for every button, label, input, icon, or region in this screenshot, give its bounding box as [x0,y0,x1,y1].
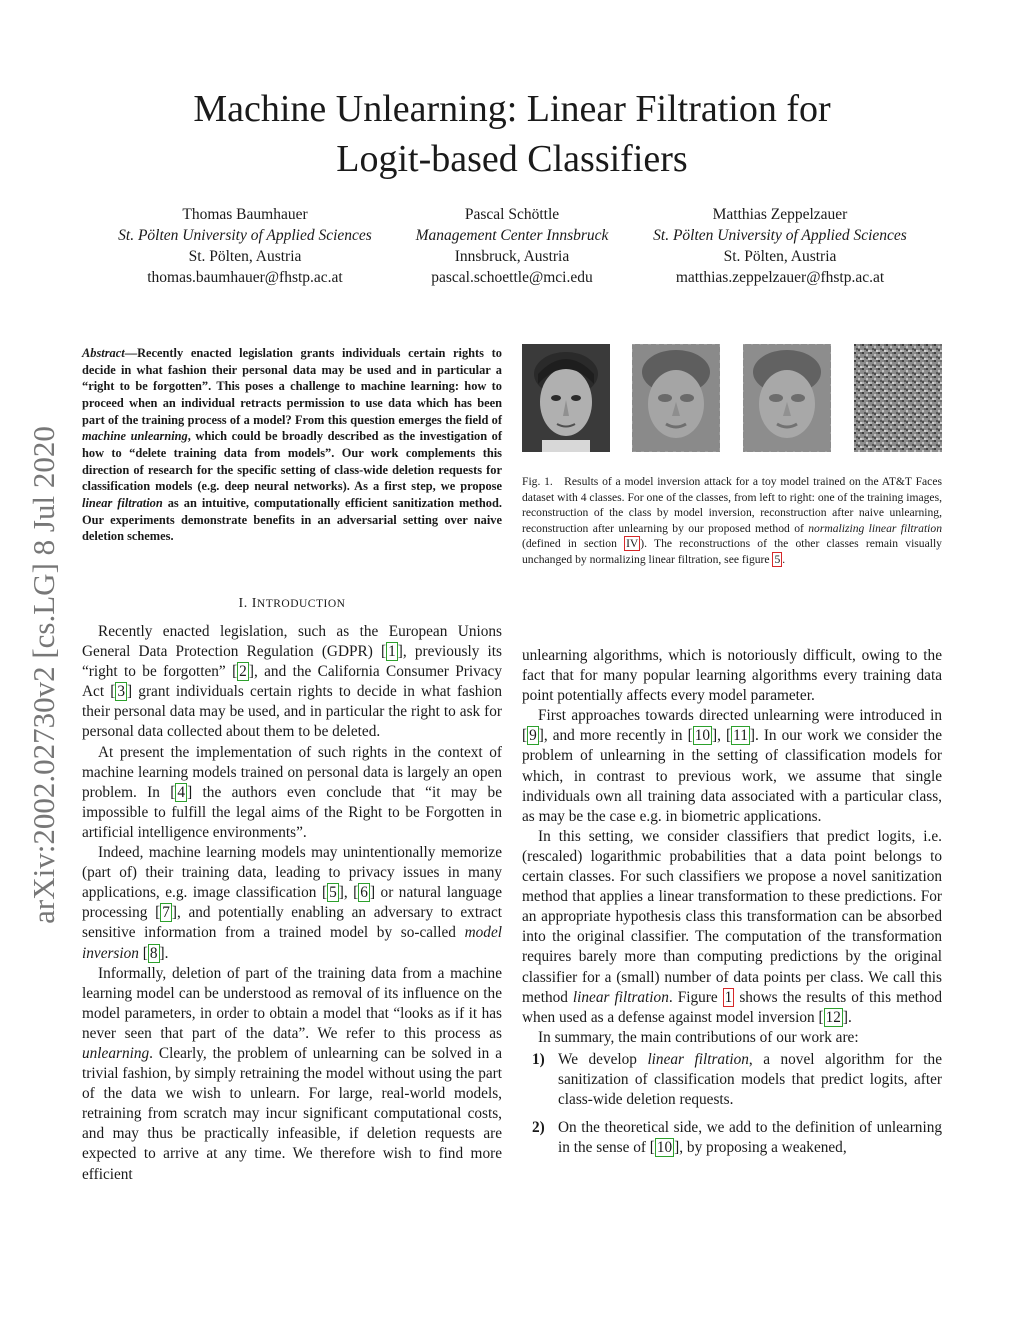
abstract-text: , which could be broadly described as the investigation of how to “delete training data from models”. Our work complements this direction of research for the specific setting of class-wide deletion requests for classification models (e.g. deep neural networks). As a first step, we propose [82,429,502,494]
author-name: Matthias Zeppelzauer [712,206,848,223]
abstract-text: —Recently enacted legislation grants individuals certain rights to decide in what fashion their personal data may be used and in particular a “right to be forgotten”. This poses a challenge to machine learning: how to proceed when an individual retracts permission to use data which has been part of the training process of a model? From this question emerges the field of [82,346,502,427]
paragraph: In this setting, we consider classifiers that predict logits, i.e. (rescaled) logarithmic probabilities that a data point belongs to certain classes. For such classifiers we propose a novel sanitization method that applies a linear transformation to these predictions. For an appropriate hypothesis class this transformation can be absorbed into the original classifier. The computation of the transformation requires barely more than computing predictions by the original classifier for a (small) number of data points per class. We call this method linear filtration. Figure 1 shows the results of this method when used as a defense against model inversion [ 12 ]. [522,827,942,1026]
author-location: Innsbruck, Austria [454,248,570,265]
figure-1-caption: Fig. 1. Results of a model inversion attack for a toy model trained on the AT&T Faces dataset with 4 classes. For one of the classes, from left to right: one of the training images, reconstruction of the class by model inversion, reconstruction after naive unlearning, reconstruction after unlearning by our proposed method of normalizing linear filtration (defined in section IV ). The reconstructions of the other classes remain visually unchanged by normalizing linear filtration, see figure 5 . [522,475,942,566]
contribution-item-2: 2) On the theoretical side, we add to the definition of unlearning in the sense of [ 10 ], by proposing a weakened, [532,1119,942,1157]
author-block-3 [615,204,945,288]
citation-link[interactable]: 7 [162,904,170,922]
section-link[interactable]: IV [626,537,639,550]
paragraph: Indeed, machine learning models may unintentionally memorize (part of) their training data, leading to privacy issues in many applications, e.g. image classification [ 5 ], [ 6 ] or natural language processing [ 7 ], and potentially enabling an adversary to extract sensitive information from a trained model by so-called model inversion [ 8 ]. [82,844,503,962]
section-heading-introduction [82,596,502,612]
paper-title [0,84,1024,184]
list-number: 1) [532,1050,545,1068]
citation-link[interactable]: 5 [329,884,337,902]
figure-link[interactable]: 1 [724,988,733,1006]
author-affiliation: St. Pölten University of Applied Sciences [118,227,372,244]
left-column-body [82,622,502,1185]
face-training-image [522,344,610,452]
face-inversion-reconstruction [632,344,720,452]
citation-link[interactable]: 10 [694,727,711,745]
paragraph: unlearning algorithms, which is notoriously difficult, owing to the fact that for many popular learning algorithms every training data point potentially affects every model parameter. [522,647,942,705]
right-column-body [522,646,942,1158]
arxiv-stamp [24,385,64,965]
abstract-emphasis: machine unlearning [82,429,188,444]
citation-link[interactable]: 1 [388,643,396,661]
author-location: St. Pölten, Austria [188,248,302,265]
paragraph: At present the implementation of such rights in the context of machine learning models trained on personal data is largely an open problem. In [ 4 ] the authors even conclude that “it may be impossible to fulfill the legal aims of the Right to be Forgotten in artificial intelligence environments”. [82,743,502,841]
abstract-label: Abstract [82,346,125,360]
citation-link[interactable]: 4 [177,783,186,801]
figure-link[interactable]: 5 [774,552,781,566]
citation-link[interactable]: 6 [360,884,368,902]
author-email[interactable]: matthias.zeppelzauer@fhstp.ac.at [675,269,885,286]
paragraph: In summary, the main contributions of our work are: [538,1028,859,1046]
paragraph: Informally, deletion of part of the training data from a machine learning model can be understood as removal of its influence on the model parameters, in order to obtain a model that “looks as if it has never seen that part of the data”. We refer to this process as unlearning. Clearly, the problem of unlearning can be solved in a trivial fashion, by simply retraining the model without using the part of the data we wish to unlearn. For large, real-world models, retraining from scratch may incur significant computational costs, and may thus be practically infeasible, if deletion requests are expected to arrive at any time. We therefore wish to find more efficient [82,964,502,1183]
title-line-1: Machine Unlearning: Linear Filtration for [193,88,831,130]
title-line-2: Logit-based Classifiers [336,138,688,180]
citation-link[interactable]: 12 [825,1008,841,1026]
list-number: 2) [532,1119,545,1137]
author-affiliation: Management Center Innsbruck [415,227,609,244]
figure-label: Fig. 1. [522,475,553,488]
author-name: Pascal Schöttle [464,206,560,223]
author-location: St. Pölten, Austria [723,248,837,265]
citation-link[interactable]: 3 [117,683,126,701]
face-linear-filtration-reconstruction [854,344,942,452]
citation-link[interactable]: 11 [733,727,748,745]
citation-link[interactable]: 8 [149,944,158,962]
paragraph: First approaches towards directed unlearning were introduced in [ 9 ], and more recently in [ 10 ], [ 11 ]. In our work we consider the problem of unlearning in the setting of classification models for which, in contrast to previous work, we assume that single individuals own all training data associated with a particular class, as may be the case e.g. in biometric applications. [522,707,942,825]
citation-link[interactable]: 9 [529,727,537,745]
abstract-text: as an intuitive, computationally efficient sanitization method. Our experiments demonstrate benefits in an adversarial setting over naive deletion schemes. [82,495,502,544]
section-title-rest: NTRODUCTION [256,598,346,610]
figure-1-images [522,344,942,454]
citation-link[interactable]: 10 [656,1139,673,1157]
section-title-initial: I [251,596,257,611]
author-email[interactable]: pascal.schoettle@mci.edu [431,269,593,286]
paragraph: Recently enacted legislation, such as the European Unions General Data Protection Regulation (GDPR) [ 1 ], previously its “right to be forgotten” [ 2 ], and the California Consumer Privacy Act [ 3 ] grant individuals certain rights to decide in what fashion their personal data may be used, and in particular the right to ask for personal data collected about them to be deleted. [82,623,502,741]
contribution-item-1: 1) We develop linear filtration, a novel algorithm for the sanitization of classification models that predict logits, after class-wide deletion requests. [532,1050,943,1109]
section-number: I. [238,596,252,611]
abstract-emphasis: linear filtration [82,495,163,510]
citation-link[interactable]: 2 [239,663,247,681]
face-naive-unlearning-reconstruction [743,344,831,452]
author-name: Thomas Baumhauer [182,206,308,223]
author-email[interactable]: thomas.baumhauer@fhstp.ac.at [147,269,343,286]
arxiv-id: arXiv:2002.02730v2 [cs.LG] 8 Jul 2020 [26,426,61,924]
author-affiliation: St. Pölten University of Applied Sciences [653,227,907,244]
abstract [82,345,502,545]
